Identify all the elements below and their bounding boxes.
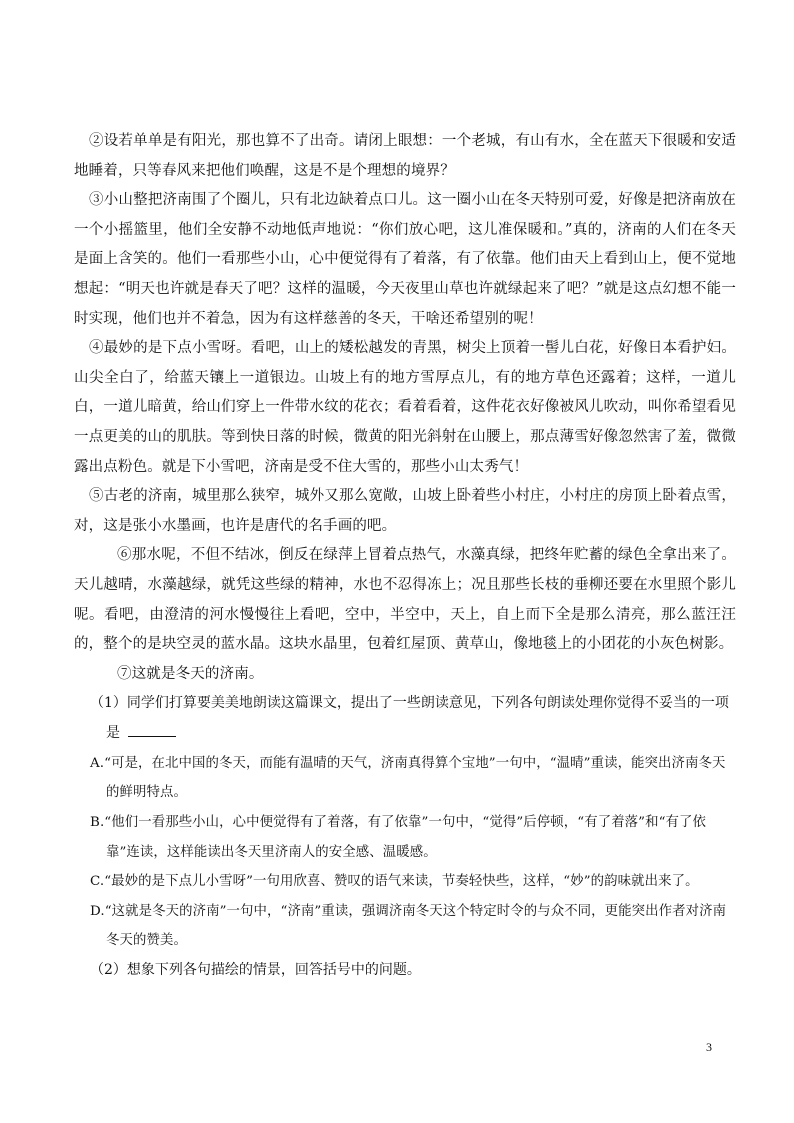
question-1-stem: [90, 689, 736, 749]
document-body: [74, 127, 736, 986]
paragraph-2: ②设若单单是有阳光，那也算不了出奇。请闭上眼想：一个老城，有山有水，全在蓝天下很暖和安适地睡着，只等春风来把他们唤醒，这是不是个理想的境界？: [74, 133, 736, 179]
paragraph-7: ⑦这就是冬天的济南。: [117, 665, 264, 682]
paragraph-4: ④最妙的是下点小雪呀。看吧，山上的矮松越发的青黑，树尖上顶着一髻儿白花，好像日本看护妇。山尖全白了，给蓝天镶上一道银边。山坡上有的地方雪厚点儿，有的地方草色还露着；这样，一道儿白，一道儿暗黄，给山们穿上一件带水纹的花衣；看着看着，这件花衣好像被风儿吹动，叫你希望看见一点更美的山的肌肤。等到快日落的时候，微黄的阳光斜射在山腰上，那点薄雪好像忽然害了羞，微微露出点粉色。就是下小雪吧，济南是受不住大雪的，那些小山太秀气！: [74, 340, 736, 475]
question-1-text: （1）同学们打算要美美地朗读这篇课文，提出了一些朗读意见，下列各句朗读处理你觉得不妥当的一项是: [90, 695, 729, 742]
page-number: 3: [706, 1040, 712, 1054]
paragraph-3: ③小山整把济南围了个圈儿，只有北边缺着点口儿。这一圈小山在冬天特别可爱，好像是把济南放在一个小摇篮里，他们全安静不动地低声地说：“你们放心吧，这儿准保暖和。”真的，济南的人们在冬天是面上含笑的。他们一看那些小山，心中便觉得有了着落，有了依靠。他们由天上看到山上，便不觉地想起：“明天也许就是春天了吧？这样的温暖，今天夜里山草也许就绿起来了吧？”就是这点幻想不能一时实现，他们也并不着急，因为有这样慈善的冬天，干啥还希望别的呢！: [74, 192, 736, 327]
option-a: A.“可是，在北中国的冬天，而能有温晴的天气，济南真得算个宝地”一句中，“温晴”重读，能突出济南冬天的鲜明特点。: [90, 755, 726, 801]
option-d: D.“这就是冬天的济南”一句中，“济南”重读，强调济南冬天这个特定时令的与众不同，更能突出作者对济南冬天的赞美。: [90, 903, 727, 949]
question-2-stem: （2）想象下列各句描绘的情景，回答括号中的问题。: [90, 962, 421, 979]
paragraph-5: ⑤古老的济南，城里那么狭窄，城外又那么宽敞，山坡上卧着些小村庄，小村庄的房顶上卧着点雪，对，这是张小水墨画，也许是唐代的名手画的吧。: [74, 488, 736, 534]
paragraph-6: ⑥那水呢，不但不结冰，倒反在绿萍上冒着点热气，水藻真绿，把终年贮蓄的绿色全拿出来了。天儿越晴，水藻越绿，就凭这些绿的精神，水也不忍得冻上；况且那些长枝的垂柳还要在水里照个影儿呢。看吧，由澄清的河水慢慢往上看吧，空中，半空中，天上，自上而下全是那么清亮，那么蓝汪汪的，整个的是块空灵的蓝水晶。这块水晶里，包着红屋顶、黄草山，像地毯上的小团花的小灰色树影。: [74, 547, 736, 653]
answer-blank[interactable]: [128, 722, 176, 737]
option-b: B.“他们一看那些小山，心中便觉得有了着落，有了依靠”一句中，“觉得”后停顿，“有了着落”和“有了依靠”连读，这样能读出冬天里济南人的安全感、温暖感。: [90, 815, 707, 860]
option-c: C.“最妙的是下点儿小雪呀”一句用欣喜、赞叹的语气来读，节奏轻快些，这样，“妙”的韵味就出来了。: [90, 874, 699, 890]
